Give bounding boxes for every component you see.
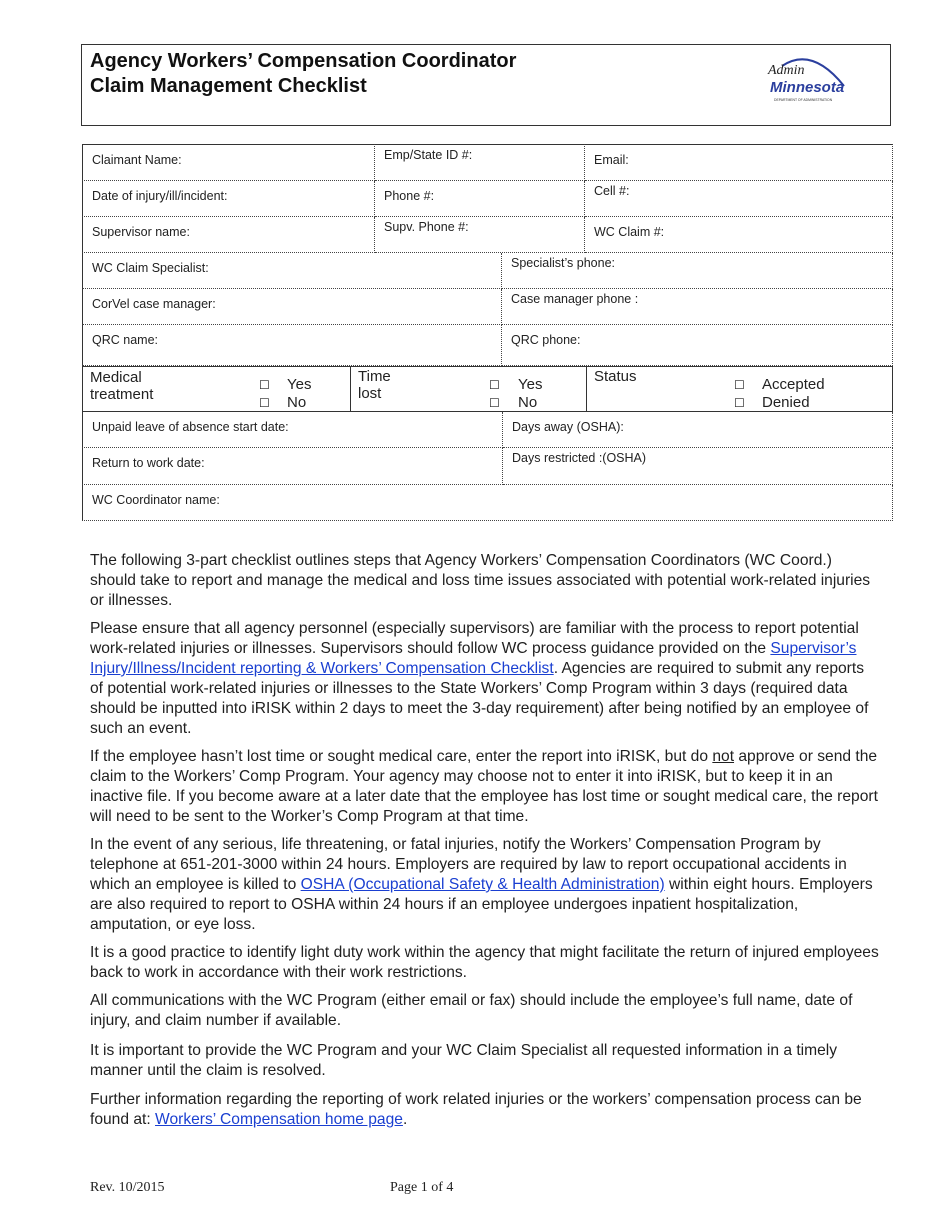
paragraph-serious-text-b: within eight hours. Employers are also required to report to OSHA within 24 hours if an employee undergoes inpatient hospitalization, amputation, or eye loss.: [90, 876, 873, 933]
medical-yes-label: Yes: [287, 376, 312, 393]
time-lost-no-label: No: [518, 394, 538, 411]
supervisor-name-label: Supervisor name:: [92, 225, 190, 239]
page-number-footer: Page 1 of 4: [390, 1180, 454, 1195]
paragraph-irisk-text-a: If the employee hasn’t lost time or sought medical care, enter the report into iRISK, but do: [90, 748, 713, 765]
medical-treatment-label-2: treatment: [90, 386, 154, 403]
paragraph-intro: The following 3-part checklist outlines steps that Agency Workers’ Compensation Coordinators (WC Coord.) should take to report and manage the medical and loss time issues associated with potential work-related injuries or illnesses.: [90, 552, 871, 609]
medical-treatment-label-1: Medical: [90, 369, 142, 386]
status-denied-label: Denied: [762, 394, 810, 411]
time-lost-label-2: lost: [358, 385, 382, 402]
medical-treatment-label: [90, 369, 153, 403]
logo-swoosh-icon: [760, 52, 852, 106]
days-restricted-label: Days restricted :(OSHA): [512, 451, 647, 465]
corvel-case-manager-field[interactable]: [82, 289, 502, 325]
paragraph-timely: It is important to provide the WC Program and your WC Claim Specialist all requested information in a timely manner until the claim is resolved.: [90, 1042, 838, 1079]
wc-claim-label: WC Claim #:: [594, 225, 665, 239]
supervisor-name-field[interactable]: [82, 217, 375, 253]
time-lost-yes-checkbox[interactable]: ☐: [489, 378, 500, 392]
medical-yes-checkbox[interactable]: ☐: [259, 378, 270, 392]
medical-no-checkbox[interactable]: ☐: [259, 396, 270, 410]
status-label: Status: [594, 368, 637, 385]
qrc-phone-field[interactable]: [502, 325, 893, 366]
specialists-phone-field[interactable]: [502, 253, 893, 289]
emp-state-id-label: Emp/State ID #:: [384, 148, 473, 162]
wc-coordinator-field[interactable]: [82, 485, 893, 521]
paragraph-light-duty: It is a good practice to identify light duty work within the agency that might facilitate the return of injured employees back to work in accordance with their work restrictions.: [90, 944, 879, 981]
paragraph-further-text-b: .: [402, 1111, 408, 1128]
email-field[interactable]: [585, 144, 893, 181]
logo-admin-text: Admin: [768, 63, 805, 78]
time-lost-yes-label: Yes: [518, 376, 543, 393]
time-lost-label-1: Time: [358, 368, 391, 385]
paragraph-further-text-a: Further information regarding the reporting of work related injuries or the workers’ compensation process can be found at:: [90, 1091, 862, 1128]
emp-state-id-field[interactable]: [375, 144, 585, 181]
date-of-injury-field[interactable]: [82, 181, 375, 217]
paragraph-serious-text-a: In the event of any serious, life threatening, or fatal injuries, notify the Workers’ Compensation Program by telephone at 651-201-3000 within 24 hours. Employers are required by law to report occupational accidents in which an employee is killed to: [90, 836, 847, 893]
case-manager-phone-field[interactable]: [502, 289, 893, 325]
logo-minnesota-text: Minnesota: [770, 79, 845, 96]
return-to-work-label: Return to work date:: [92, 456, 205, 470]
qrc-name-field[interactable]: [82, 325, 502, 366]
paragraph-further-info: [90, 1090, 880, 1130]
supv-phone-field[interactable]: [375, 217, 585, 253]
title-line-2: Claim Management Checklist: [90, 75, 367, 97]
claimant-name-label: Claimant Name:: [92, 153, 182, 167]
cell-field[interactable]: [585, 181, 893, 217]
specialists-phone-label: Specialist’s phone:: [511, 256, 616, 270]
title-line-1: Agency Workers’ Compensation Coordinator: [90, 50, 517, 72]
page-title: [90, 49, 516, 99]
unpaid-leave-field[interactable]: [82, 412, 503, 448]
unpaid-leave-label: Unpaid leave of absence start date:: [92, 420, 289, 434]
medical-no-label: No: [287, 394, 307, 411]
status-accepted-checkbox[interactable]: ☐: [734, 378, 745, 392]
paragraph-irisk-underlined: not: [712, 748, 735, 765]
claimant-name-field[interactable]: [82, 144, 375, 181]
cell-label: Cell #:: [594, 184, 630, 198]
wc-home-page-link[interactable]: Workers’ Compensation home page: [155, 1111, 403, 1128]
wc-coordinator-label: WC Coordinator name:: [92, 493, 220, 507]
paragraph-personnel-text-a: Please ensure that all agency personnel (especially supervisors) are familiar with the process to report potential work-related injuries or illnesses. Supervisors should follow WC process guidance provided on the: [90, 620, 859, 657]
phone-label: Phone #:: [384, 189, 435, 203]
logo-sub-text: DEPARTMENT OF ADMINISTRATION: [774, 98, 833, 102]
status-accepted-label: Accepted: [762, 376, 825, 393]
supervisor-checklist-link[interactable]: Supervisor’s Injury/Illness/Incident reporting & Workers’ Compensation Checklist: [90, 640, 857, 677]
qrc-name-label: QRC name:: [92, 333, 158, 347]
wc-claim-specialist-field[interactable]: [82, 253, 502, 289]
days-away-label: Days away (OSHA):: [512, 420, 624, 434]
qrc-phone-label: QRC phone:: [511, 333, 581, 347]
revision-footer: Rev. 10/2015: [90, 1180, 165, 1195]
paragraph-communications: All communications with the WC Program (either email or fax) should include the employee’s full name, date of injury, and claim number if available.: [90, 992, 853, 1029]
email-label: Email:: [594, 153, 629, 167]
wc-claim-specialist-label: WC Claim Specialist:: [92, 261, 209, 275]
return-to-work-field[interactable]: [82, 448, 503, 485]
paragraph-serious-injuries: [90, 835, 880, 935]
date-of-injury-label: Date of injury/ill/incident:: [92, 189, 228, 203]
status-denied-checkbox[interactable]: ☐: [734, 396, 745, 410]
days-away-field[interactable]: [503, 412, 893, 448]
time-lost-no-checkbox[interactable]: ☐: [489, 396, 500, 410]
admin-minnesota-logo: [760, 52, 852, 106]
supv-phone-label: Supv. Phone #:: [384, 220, 469, 234]
paragraph-irisk: [90, 747, 880, 827]
osha-link[interactable]: OSHA (Occupational Safety & Health Administration): [300, 876, 665, 893]
time-lost-label: [358, 368, 391, 402]
corvel-case-manager-label: CorVel case manager:: [92, 297, 216, 311]
wc-claim-field[interactable]: [585, 217, 893, 253]
phone-field[interactable]: [375, 181, 585, 217]
paragraph-personnel-text-b: . Agencies are required to submit any reports of potential work-related injuries or illnesses to the State Workers’ Comp Program within 3 days (required data should be inputted into iRISK within 2 days to meet the 3-day requirement) after being notified by an employee of such an event.: [90, 660, 869, 737]
paragraph-irisk-text-b: approve or send the claim to the Workers’ Comp Program. Your agency may choose not to enter it into iRISK, but to keep it in an inactive file. If you become aware at a later date that the employee has lost time or sought medical care, the report will need to be sent to the Worker’s Comp Program at that time.: [90, 748, 878, 825]
days-restricted-field[interactable]: [503, 448, 893, 485]
paragraph-personnel: [90, 619, 880, 739]
case-manager-phone-label: Case manager phone :: [511, 292, 639, 306]
